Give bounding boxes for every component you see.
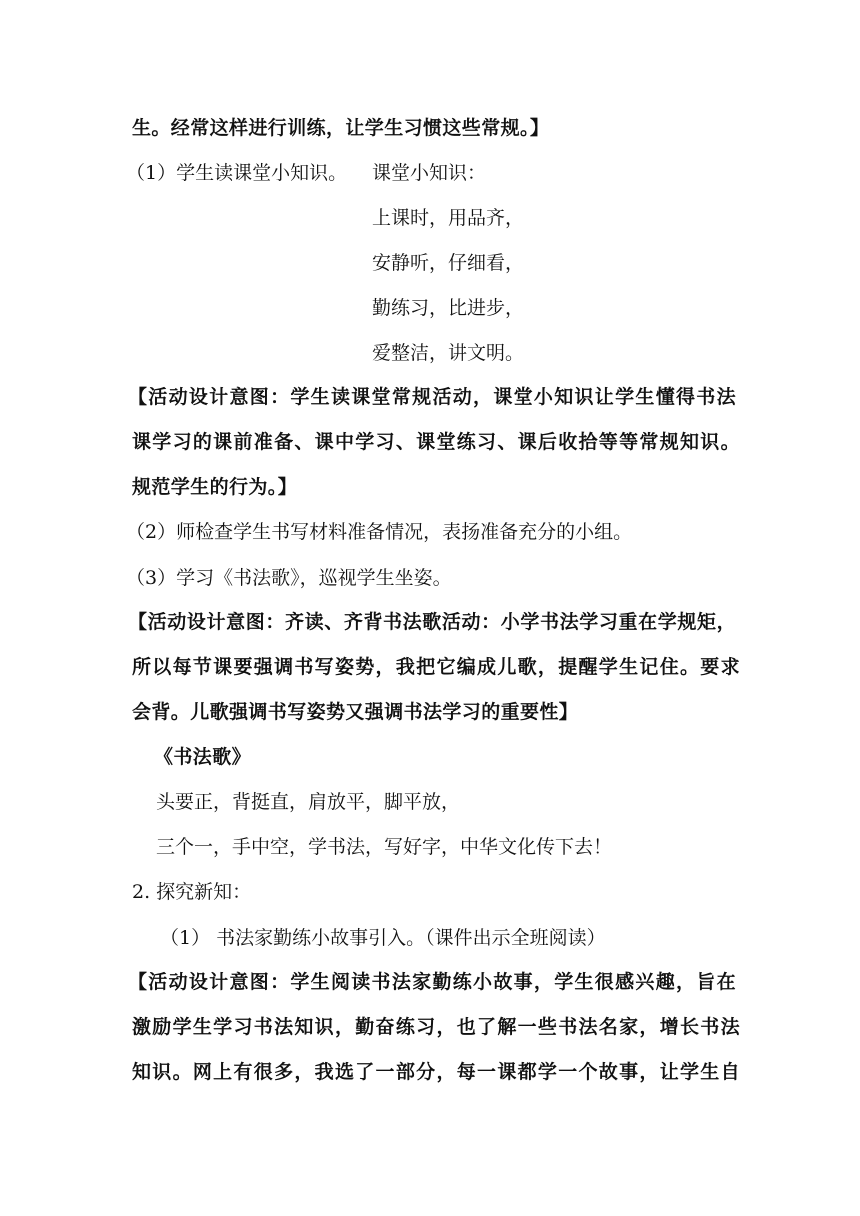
poem-line: 勤练习，比进步， — [372, 297, 525, 319]
poem-line: 上课时，用品齐， — [372, 207, 525, 229]
sub-item-1: （1） 书法家勤练小故事引入。（课件出示全班阅读） — [160, 927, 606, 949]
poem-title: 课堂小知识： — [372, 162, 487, 184]
song-title: 《书法歌》 — [154, 746, 252, 768]
paragraph-line: 生。经常这样进行训练，让学生习惯这些常规。】 — [132, 117, 550, 139]
list-item-2: （2）师检查学生书写材料准备情况，表扬准备充分的小组。 — [126, 521, 633, 543]
design-intent-line: 【活动设计意图：学生读课堂常规活动，课堂小知识让学生懂得书法 — [128, 386, 736, 408]
section-heading: 2. 探究新知： — [132, 881, 252, 903]
design-intent-line: 激励学生学习书法知识，勤奋练习，也了解一些书法名家，增长书法 — [132, 1016, 740, 1038]
design-intent-line: 课学习的课前准备、课中学习、课堂练习、课后收拾等等常规知识。 — [132, 431, 740, 453]
poem-line: 爱整洁，讲文明。 — [372, 342, 525, 364]
design-intent-line: 【活动设计意图：齐读、齐背书法歌活动：小学书法学习重在学规矩， — [128, 611, 736, 633]
design-intent-line: 知识。网上有很多，我选了一部分，每一课都学一个故事，让学生自 — [132, 1061, 740, 1083]
poem-line: 安静听，仔细看， — [372, 252, 525, 274]
song-line: 头要正，背挺直，肩放平，脚平放， — [156, 791, 461, 813]
design-intent-line: 规范学生的行为。】 — [132, 476, 298, 498]
list-item-1: （1）学生读课堂小知识。 — [126, 162, 348, 184]
design-intent-line: 【活动设计意图：学生阅读书法家勤练小故事，学生很感兴趣，旨在 — [128, 971, 736, 993]
design-intent-line: 会背。儿歌强调书写姿势又强调书法学习的重要性】 — [132, 701, 579, 723]
list-item-3: （3）学习《书法歌》，巡视学生坐姿。 — [126, 567, 452, 589]
design-intent-line: 所以每节课要强调书写姿势，我把它编成儿歌，提醒学生记住。要求 — [132, 656, 740, 678]
song-line: 三个一，手中空，学书法，写好字，中华文化传下去！ — [156, 836, 613, 858]
